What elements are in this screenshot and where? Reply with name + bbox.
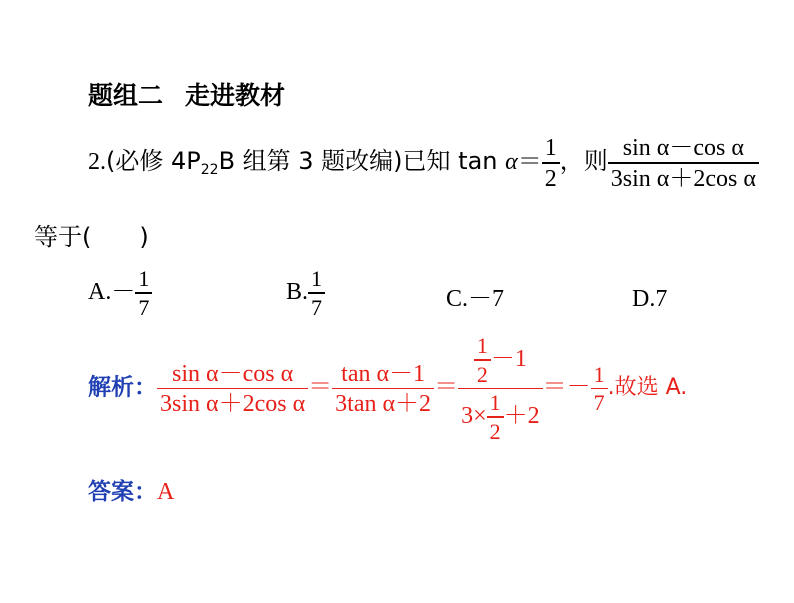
option-a: A.－ $\frac{1}{7}$ [88, 268, 152, 319]
half-fraction: $\frac{1}{2}$ [542, 136, 560, 191]
heading-part1: 题组二 [88, 81, 164, 110]
solution-body: $\frac{\text{sin α－cos α}}{\text{3sin α＋2cos α}}$ ＝ $\frac{\text{tan α－1}}{\text{3tan α＋2}}$ ＝ $\frac{1}{2}$ －1 3× $\frac{1}{2}$ ＋2 ＝－ $\frac{1}{7}$ .故选 A. [157, 374, 687, 400]
question-line [88, 136, 759, 191]
question-intro: 已知 tan [402, 146, 506, 175]
solution-line [88, 335, 687, 443]
solution-label: 解析： [88, 374, 157, 401]
solution-conclusion: .故选 A. [607, 375, 688, 401]
solution-fraction-1: $\frac{\text{sin α－cos α}}{\text{3sin α＋2cos α}}$ [157, 362, 308, 417]
option-a-fraction: $\frac{1}{7}$ [135, 268, 152, 319]
option-b: B. $\frac{1}{7}$ [286, 268, 325, 319]
answer-label: 答案： [88, 479, 157, 505]
heading-part2: 走进教材 [185, 81, 286, 110]
option-c: C.－7 [446, 286, 505, 312]
question-source: (必修 $4P_{22}B$ 组第 3 题改编) [106, 146, 403, 178]
then-text: ，则 [559, 146, 608, 175]
solution-fraction-3: $\frac{1}{2}$ －1 3× $\frac{1}{2}$ ＋2 [458, 335, 543, 443]
answer-value: A [157, 479, 175, 505]
target-expression: $\frac{\text{sin α－cos α}}{\text{3sin α＋2cos α}}$ [608, 136, 759, 191]
alpha-symbol: α [505, 148, 518, 175]
solution-result-fraction: $\frac{1}{7}$ [591, 364, 608, 415]
solution-fraction-2: $\frac{\text{tan α－1}}{\text{3tan α＋2}}$ [332, 362, 434, 417]
equals-sign: ＝ [517, 148, 542, 175]
option-d: D.7 [632, 286, 668, 312]
option-b-fraction: $\frac{1}{7}$ [308, 268, 325, 319]
section-heading [88, 76, 285, 112]
question-tail: 等于( ) [34, 223, 149, 251]
question-number: 2. [88, 148, 106, 175]
answer-line [88, 480, 174, 504]
